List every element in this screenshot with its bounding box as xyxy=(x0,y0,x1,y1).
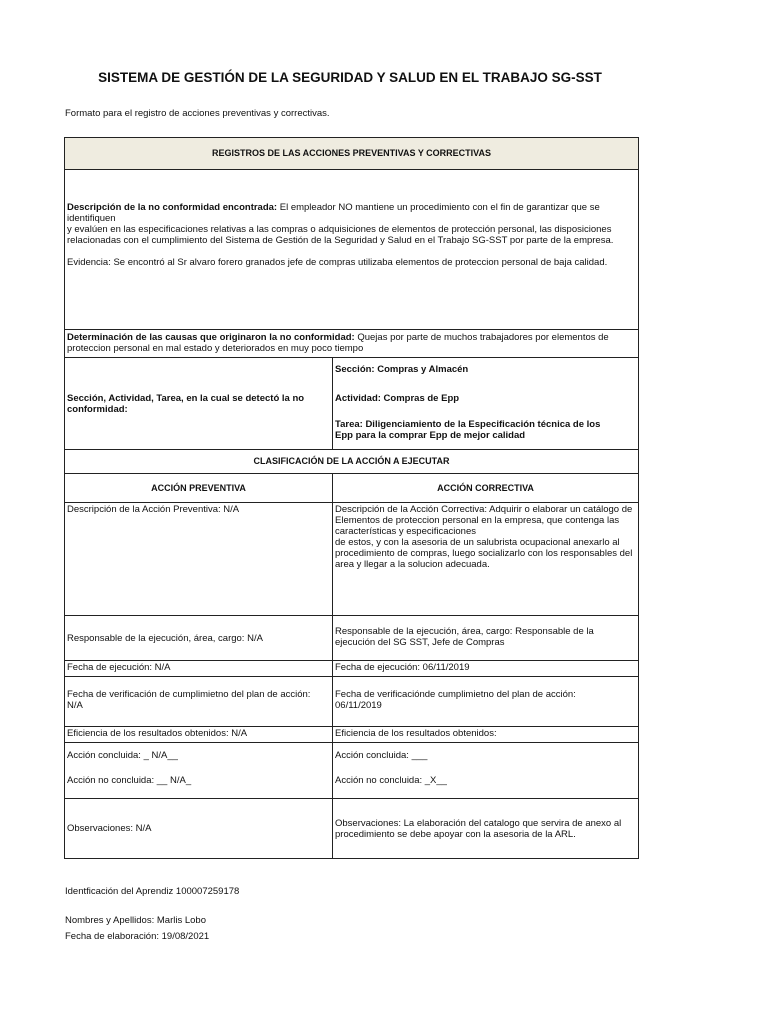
document-subtitle: Formato para el registro de acciones preventivas y correctivas. xyxy=(65,108,330,119)
correctiva-observaciones: Observaciones: La elaboración del catalogo que servira de anexo al procedimiento se debe apoyar con la asesoria de la ARL. xyxy=(335,817,622,840)
evidencia-text: Evidencia: Se encontró al Sr alvaro forero granados jefe de compras utilizaba elementos de proteccion personal de baja calidad. xyxy=(67,257,608,268)
correctiva-fecha-verificacion-1: Fecha de verificaciónde cumplimietno del plan de acción: xyxy=(335,689,576,700)
tarea-value-2: Epp para la comprar Epp de mejor calidad xyxy=(335,430,526,441)
actividad-value: Actividad: Compras de Epp xyxy=(335,393,460,404)
seccion-label-cell xyxy=(65,358,333,449)
fecha-elaboracion: Fecha de elaboración: 19/08/2021 xyxy=(65,931,210,942)
correctiva-no-concluida: Acción no concluida: _X__ xyxy=(335,775,447,786)
fecha-ejecucion-row xyxy=(65,660,638,676)
document-title: SISTEMA DE GESTIÓN DE LA SEGURIDAD Y SALUD EN EL TRABAJO SG-SST xyxy=(98,70,602,85)
preventiva-observaciones: Observaciones: N/A xyxy=(65,799,333,858)
preventiva-header: ACCIÓN PREVENTIVA xyxy=(65,474,333,502)
correctiva-fecha-ejecucion: Fecha de ejecución: 06/11/2019 xyxy=(335,662,470,673)
no-conformidad-cell xyxy=(65,170,638,329)
causas-text: Quejas por parte de muchos trabajadores por elementos de proteccion personal en mal estado y deteriorados en muy poco tiempo xyxy=(67,332,609,354)
clasificacion-header: CLASIFICACIÓN DE LA ACCIÓN A EJECUTAR xyxy=(253,456,450,466)
clasificacion-row xyxy=(65,449,638,473)
correctiva-fecha-verificacion-2: 06/11/2019 xyxy=(335,700,382,711)
preventiva-fecha-verificacion-cell xyxy=(65,677,333,726)
no-conformidad-text-2: y evalúen en las especificaciones relativas a las compras o adquisiciones de elementos de protección personal, las disposiciones relacionadas con el cumplimiento del Sistema de Gestión de la Seguridad y Salud en el Trabajo SG-SST por parte de la empresa. xyxy=(67,224,614,246)
descripcion-row xyxy=(65,502,638,615)
tarea-value-1: Tarea: Diligenciamiento de la Especificación técnica de los xyxy=(335,419,601,430)
correctiva-header: ACCIÓN CORRECTIVA xyxy=(437,482,534,493)
correctiva-descripcion-cell xyxy=(333,503,638,615)
aprendiz-nombres: Nombres y Apellidos: Marlis Lobo xyxy=(65,915,206,926)
correctiva-eficiencia: Eficiencia de los resultados obtenidos: xyxy=(335,728,497,739)
seccion-label: Sección, Actividad, Tarea, en la cual se detectó la no conformidad: xyxy=(67,392,305,415)
correctiva-responsable: Responsable de la ejecución, área, cargo: Responsable de la ejecución del SG SST, Jefe de Compras xyxy=(335,626,594,648)
preventiva-fecha-verificacion-2: N/A xyxy=(67,700,83,711)
concluida-row xyxy=(65,742,638,798)
responsable-row xyxy=(65,615,638,660)
eficiencia-row xyxy=(65,726,638,742)
preventiva-descripcion: Descripción de la Acción Preventiva: N/A xyxy=(65,503,333,615)
seccion-values-cell xyxy=(333,358,638,449)
preventiva-no-concluida: Acción no concluida: __ N/A_ xyxy=(67,775,192,786)
observaciones-row xyxy=(65,798,638,858)
correctiva-descripcion-1: Descripción de la Acción Correctiva: Adquirir o elaborar un catálogo de Elementos de proteccion personal en la empresa, que contenga las características y especificaciones xyxy=(335,504,633,537)
correctiva-concluida: Acción concluida: ___ xyxy=(335,750,428,761)
correctiva-fecha-verificacion-cell xyxy=(333,677,638,726)
correctiva-concluida-cell xyxy=(333,743,638,798)
no-conformidad-text-1: El empleador NO mantiene un procedimiento con el fin de garantizar que se identifiquen xyxy=(67,202,600,224)
form-header-row xyxy=(65,138,638,169)
form-header: REGISTROS DE LAS ACCIONES PREVENTIVAS Y CORRECTIVAS xyxy=(65,138,638,169)
causas-cell xyxy=(65,330,638,357)
seccion-value: Sección: Compras y Almacén xyxy=(335,364,469,375)
causas-label: Determinación de las causas que originaron la no conformidad: xyxy=(67,332,355,343)
preventiva-eficiencia: Eficiencia de los resultados obtenidos: N/A xyxy=(65,727,333,742)
preventiva-concluida: Acción concluida: _ N/A__ xyxy=(67,750,178,761)
fecha-verificacion-row xyxy=(65,676,638,726)
seccion-row xyxy=(65,357,638,449)
preventiva-responsable: Responsable de la ejecución, área, cargo: N/A xyxy=(65,616,333,660)
actions-form-table xyxy=(64,137,639,859)
causas-row xyxy=(65,329,638,357)
preventiva-fecha-ejecucion: Fecha de ejecución: N/A xyxy=(65,661,333,676)
no-conformidad-row xyxy=(65,169,638,329)
correctiva-descripcion-2: de estos, y con la asesoria de un salubrista ocupacional anexarlo al procedimiento de compras, luego socializarlo con los responsables del area y llegar a la solucion adecuada. xyxy=(335,537,633,570)
aprendiz-identificacion: Identficación del Aprendiz 100007259178 xyxy=(65,886,240,897)
preventiva-fecha-verificacion-1: Fecha de verificación de cumplimietno del plan de acción: xyxy=(67,689,311,700)
no-conformidad-label: Descripción de la no conformidad encontrada: xyxy=(67,202,278,213)
preventiva-concluida-cell xyxy=(65,743,333,798)
action-headers-row xyxy=(65,473,638,502)
